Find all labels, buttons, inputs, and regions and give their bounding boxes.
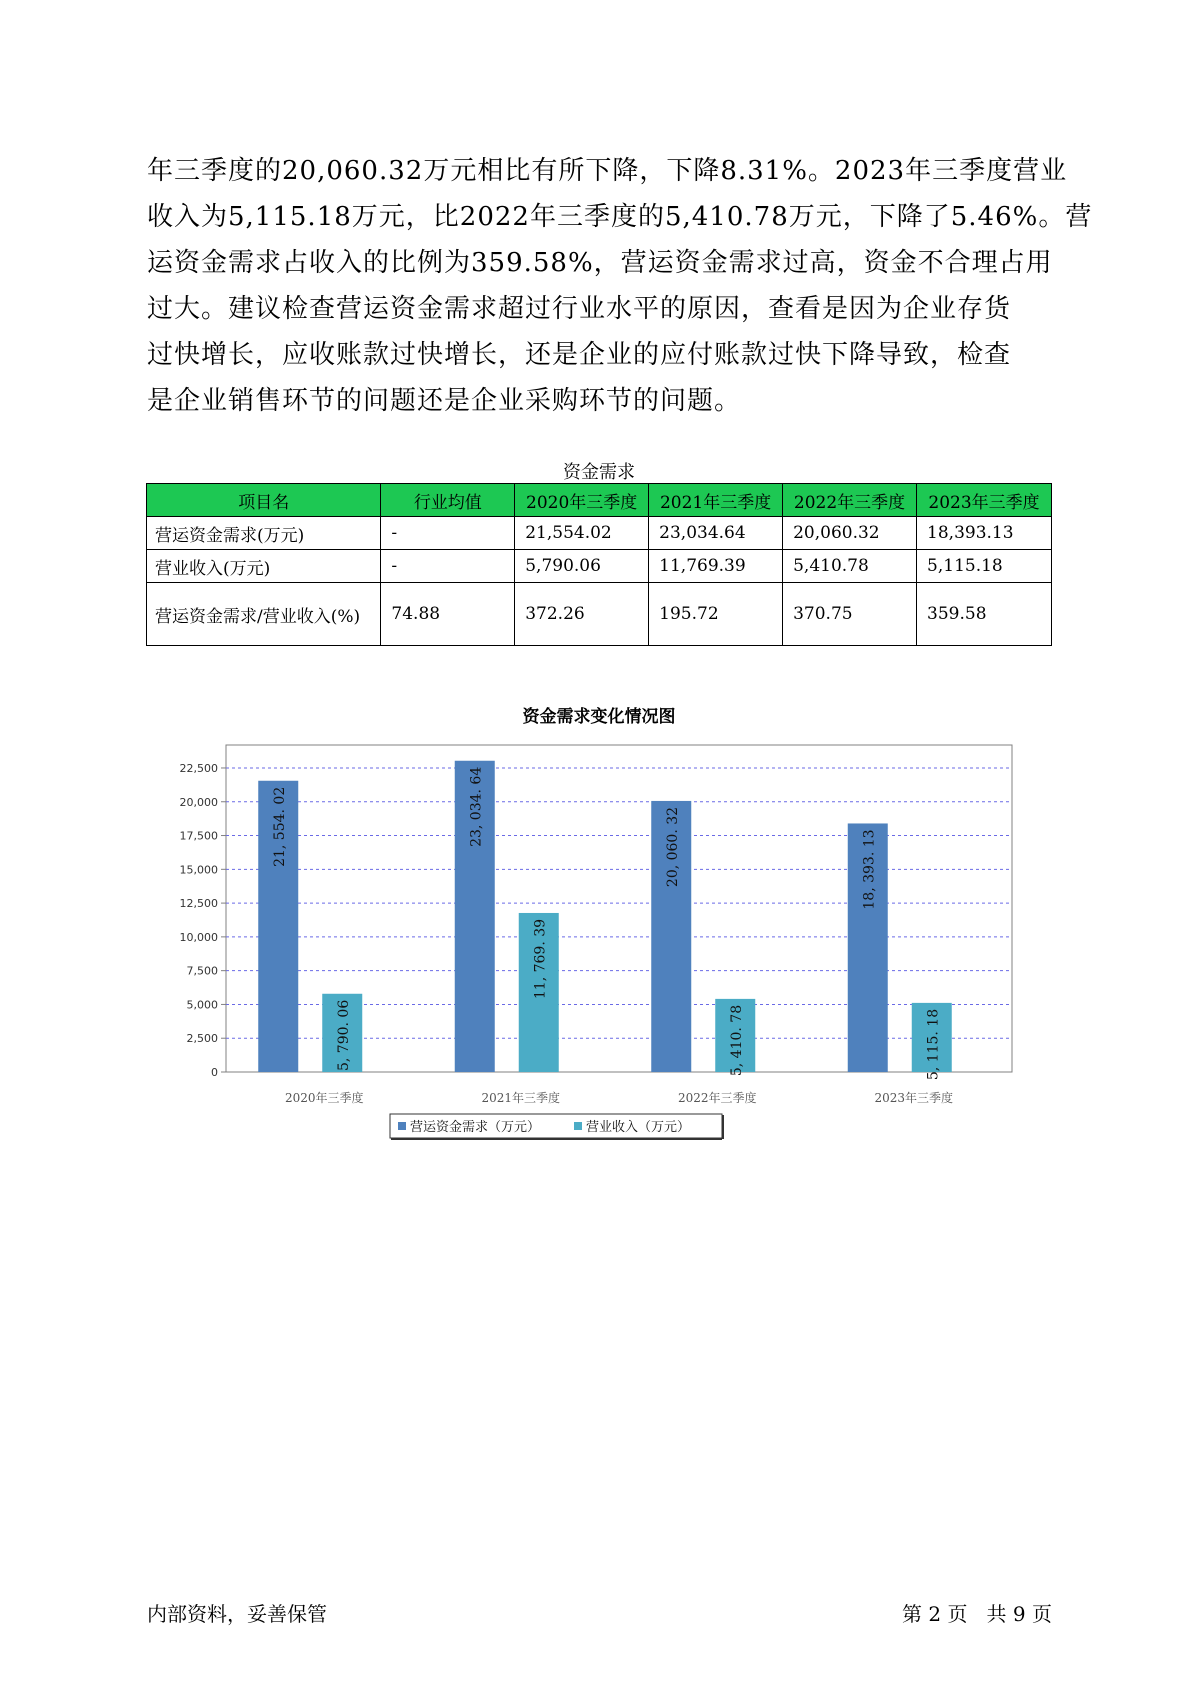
table-header-cell: 2020年三季度 [515, 484, 649, 517]
table-cell: 195.72 [649, 583, 783, 646]
paragraph-line: 年三季度的20,060.32万元相比有所下降，下降8.31%。2023年三季度营业 [147, 156, 1068, 186]
table-header-cell: 2022年三季度 [783, 484, 917, 517]
table-cell: - [381, 517, 515, 550]
table-header-cell: 2021年三季度 [649, 484, 783, 517]
table-cell: 74.88 [381, 583, 515, 646]
y-tick-label: 22,500 [179, 761, 218, 775]
table-row [147, 517, 1052, 550]
table-cell: 21,554.02 [515, 517, 649, 550]
table-cell: 359.58 [917, 583, 1052, 646]
y-tick-label: 2,500 [186, 1032, 218, 1046]
bar-value-label: 23, 034. 64 [468, 766, 485, 847]
capital-demand-bar-chart [146, 730, 1052, 1150]
legend-entry: 营运资金需求（万元） [410, 1120, 541, 1135]
x-tick-label: 2022年三季度 [677, 1091, 757, 1105]
bar-value-label: 18, 393. 13 [861, 829, 878, 910]
y-tick-label: 7,500 [186, 964, 218, 978]
x-tick-label: 2020年三季度 [284, 1091, 364, 1105]
x-tick-label: 2021年三季度 [481, 1091, 561, 1105]
footer-page-number: 第 2 页 共 9 页 [902, 1602, 1052, 1626]
legend-swatch [574, 1122, 582, 1130]
table-header-row [147, 484, 1052, 517]
y-tick-label: 12,500 [179, 897, 218, 911]
table-cell: 11,769.39 [649, 550, 783, 583]
table-row [147, 583, 1052, 646]
bar-value-label: 5, 115. 18 [925, 1008, 942, 1081]
y-tick-label: 5,000 [186, 998, 218, 1012]
legend-entry: 营业收入（万元） [586, 1120, 691, 1135]
x-tick-label: 2023年三季度 [874, 1091, 954, 1105]
y-tick-label: 10,000 [179, 930, 218, 944]
table-header-cell: 项目名 [147, 484, 381, 517]
y-tick-label: 20,000 [179, 795, 218, 809]
table-cell: - [381, 550, 515, 583]
paragraph-line: 是企业销售环节的问题还是企业采购环节的问题。 [147, 386, 742, 416]
paragraph-line: 运资金需求占收入的比例为359.58%，营运资金需求过高，资金不合理占用 [147, 248, 1053, 278]
table-cell: 营运资金需求(万元) [147, 517, 381, 550]
table-row [147, 550, 1052, 583]
table-cell: 23,034.64 [649, 517, 783, 550]
table-cell: 372.26 [515, 583, 649, 646]
bar-value-label: 11, 769. 39 [532, 918, 549, 1000]
table-cell: 18,393.13 [917, 517, 1052, 550]
bar-value-label: 21, 554. 02 [272, 786, 289, 867]
y-tick-label: 15,000 [179, 863, 218, 877]
paragraph-line: 过大。建议检查营运资金需求超过行业水平的原因，查看是因为企业存货 [147, 294, 1012, 324]
bar-value-label: 20, 060. 32 [665, 806, 682, 888]
table-cell: 营业收入(万元) [147, 550, 381, 583]
table-header-cell: 行业均值 [381, 484, 515, 517]
table-caption: 资金需求 [563, 462, 635, 483]
bar-value-label: 5, 410. 78 [729, 1004, 746, 1077]
y-tick-label: 0 [211, 1066, 218, 1079]
table-header-cell: 2023年三季度 [917, 484, 1052, 517]
table-cell: 370.75 [783, 583, 917, 646]
y-tick-label: 17,500 [179, 829, 218, 843]
chart-title: 资金需求变化情况图 [522, 707, 676, 727]
paragraph-line: 收入为5,115.18万元，比2022年三季度的5,410.78万元，下降了5.46%。营 [147, 202, 1093, 232]
table-cell: 5,115.18 [917, 550, 1052, 583]
legend-swatch [398, 1122, 406, 1130]
paragraph-line: 过快增长，应收账款过快增长，还是企业的应付账款过快下降导致，检查 [147, 340, 1012, 370]
body-paragraph [147, 148, 1093, 424]
footer-confidential: 内部资料，妥善保管 [147, 1602, 327, 1626]
table-cell: 营运资金需求/营业收入(%) [147, 583, 381, 646]
table-cell: 5,410.78 [783, 550, 917, 583]
capital-demand-table [146, 483, 1052, 646]
table-cell: 5,790.06 [515, 550, 649, 583]
bar-value-label: 5, 790. 06 [336, 999, 353, 1072]
table-cell: 20,060.32 [783, 517, 917, 550]
